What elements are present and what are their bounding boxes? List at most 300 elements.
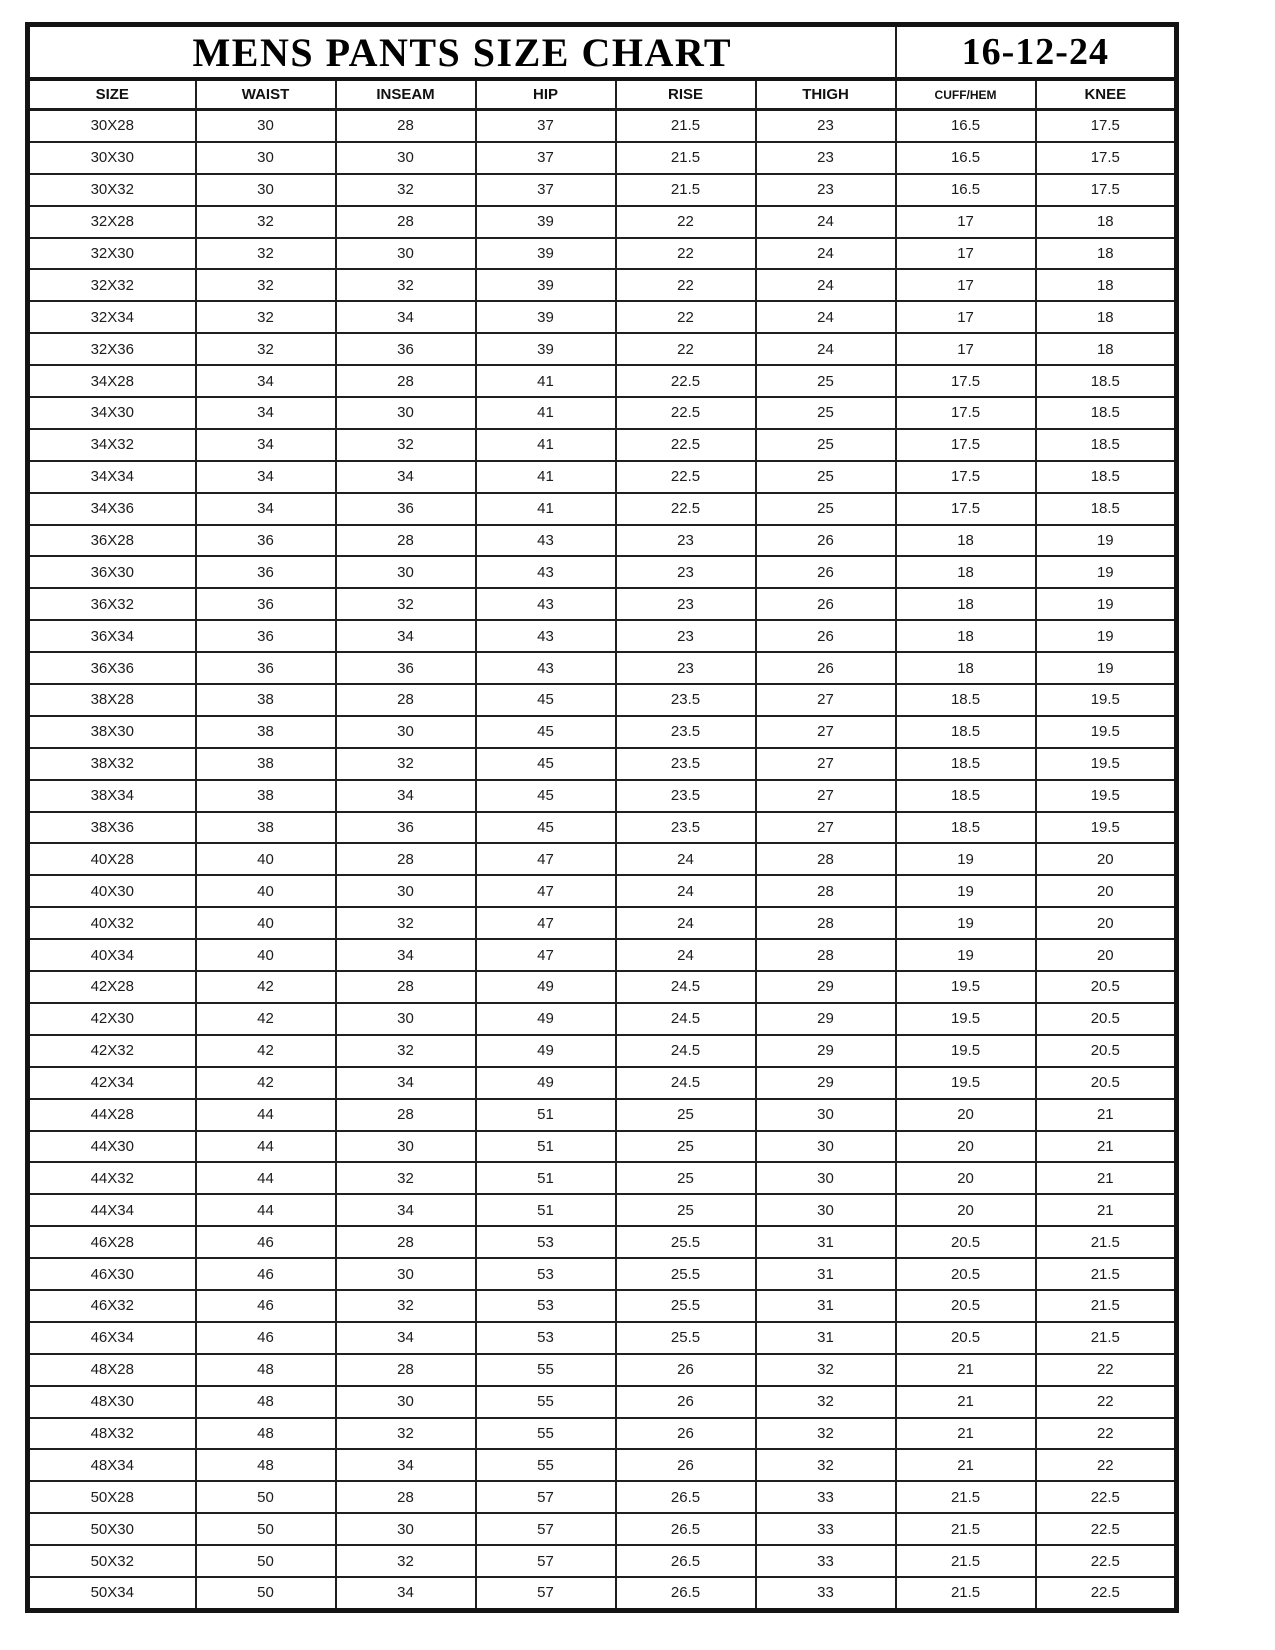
cell-hip: 39 <box>476 238 616 270</box>
cell-knee: 22.5 <box>1036 1481 1177 1513</box>
cell-size: 38X36 <box>28 812 196 844</box>
cell-inseam: 30 <box>336 1386 476 1418</box>
cell-cuff-hem: 17.5 <box>896 397 1036 429</box>
cell-hip: 49 <box>476 1003 616 1035</box>
cell-waist: 44 <box>196 1131 336 1163</box>
cell-inseam: 28 <box>336 365 476 397</box>
cell-inseam: 32 <box>336 1545 476 1577</box>
cell-waist: 32 <box>196 206 336 238</box>
cell-thigh: 30 <box>756 1099 896 1131</box>
table-row <box>28 971 1177 1003</box>
cell-waist: 40 <box>196 907 336 939</box>
cell-inseam: 36 <box>336 812 476 844</box>
cell-rise: 26.5 <box>616 1513 756 1545</box>
cell-hip: 37 <box>476 174 616 206</box>
cell-rise: 25.5 <box>616 1290 756 1322</box>
cell-cuff-hem: 19.5 <box>896 1067 1036 1099</box>
cell-hip: 53 <box>476 1290 616 1322</box>
table-row <box>28 652 1177 684</box>
cell-waist: 34 <box>196 429 336 461</box>
cell-knee: 21.5 <box>1036 1322 1177 1354</box>
cell-rise: 25.5 <box>616 1258 756 1290</box>
cell-knee: 20 <box>1036 875 1177 907</box>
cell-cuff-hem: 18 <box>896 588 1036 620</box>
cell-rise: 23.5 <box>616 716 756 748</box>
cell-knee: 17.5 <box>1036 110 1177 142</box>
cell-cuff-hem: 18 <box>896 525 1036 557</box>
cell-knee: 18 <box>1036 301 1177 333</box>
cell-knee: 21.5 <box>1036 1258 1177 1290</box>
cell-waist: 48 <box>196 1386 336 1418</box>
cell-thigh: 26 <box>756 556 896 588</box>
cell-thigh: 32 <box>756 1386 896 1418</box>
table-row <box>28 206 1177 238</box>
cell-waist: 36 <box>196 620 336 652</box>
table-row <box>28 301 1177 333</box>
cell-knee: 22 <box>1036 1386 1177 1418</box>
cell-hip: 39 <box>476 269 616 301</box>
cell-size: 46X32 <box>28 1290 196 1322</box>
cell-thigh: 33 <box>756 1577 896 1610</box>
cell-size: 48X30 <box>28 1386 196 1418</box>
cell-cuff-hem: 21 <box>896 1354 1036 1386</box>
cell-thigh: 23 <box>756 110 896 142</box>
cell-rise: 22 <box>616 301 756 333</box>
cell-hip: 55 <box>476 1449 616 1481</box>
cell-size: 42X30 <box>28 1003 196 1035</box>
cell-hip: 37 <box>476 110 616 142</box>
cell-inseam: 34 <box>336 780 476 812</box>
cell-rise: 23 <box>616 525 756 557</box>
cell-inseam: 28 <box>336 206 476 238</box>
column-header-inseam: INSEAM <box>336 79 476 110</box>
cell-hip: 41 <box>476 365 616 397</box>
table-row <box>28 780 1177 812</box>
cell-thigh: 24 <box>756 238 896 270</box>
cell-waist: 50 <box>196 1545 336 1577</box>
cell-knee: 18.5 <box>1036 365 1177 397</box>
cell-hip: 47 <box>476 875 616 907</box>
cell-waist: 48 <box>196 1354 336 1386</box>
cell-size: 30X32 <box>28 174 196 206</box>
cell-thigh: 33 <box>756 1481 896 1513</box>
cell-rise: 25.5 <box>616 1322 756 1354</box>
cell-thigh: 24 <box>756 206 896 238</box>
cell-hip: 55 <box>476 1386 616 1418</box>
cell-inseam: 30 <box>336 397 476 429</box>
cell-cuff-hem: 16.5 <box>896 110 1036 142</box>
cell-rise: 23 <box>616 652 756 684</box>
cell-rise: 26 <box>616 1386 756 1418</box>
cell-inseam: 30 <box>336 1513 476 1545</box>
cell-waist: 42 <box>196 1035 336 1067</box>
cell-hip: 47 <box>476 907 616 939</box>
cell-knee: 21 <box>1036 1194 1177 1226</box>
cell-inseam: 30 <box>336 1131 476 1163</box>
cell-inseam: 30 <box>336 716 476 748</box>
cell-inseam: 32 <box>336 748 476 780</box>
cell-waist: 50 <box>196 1481 336 1513</box>
cell-inseam: 34 <box>336 301 476 333</box>
cell-knee: 22 <box>1036 1354 1177 1386</box>
cell-cuff-hem: 20 <box>896 1131 1036 1163</box>
cell-cuff-hem: 21.5 <box>896 1545 1036 1577</box>
cell-inseam: 32 <box>336 269 476 301</box>
cell-thigh: 30 <box>756 1194 896 1226</box>
cell-thigh: 23 <box>756 174 896 206</box>
cell-size: 36X30 <box>28 556 196 588</box>
cell-knee: 18.5 <box>1036 397 1177 429</box>
cell-size: 44X30 <box>28 1131 196 1163</box>
cell-cuff-hem: 21.5 <box>896 1577 1036 1610</box>
cell-waist: 44 <box>196 1194 336 1226</box>
cell-rise: 25 <box>616 1162 756 1194</box>
cell-hip: 41 <box>476 493 616 525</box>
cell-knee: 19.5 <box>1036 716 1177 748</box>
cell-size: 42X28 <box>28 971 196 1003</box>
cell-cuff-hem: 21.5 <box>896 1481 1036 1513</box>
cell-knee: 20.5 <box>1036 971 1177 1003</box>
cell-inseam: 34 <box>336 939 476 971</box>
cell-rise: 23 <box>616 620 756 652</box>
cell-thigh: 28 <box>756 907 896 939</box>
cell-knee: 19 <box>1036 556 1177 588</box>
table-row <box>28 269 1177 301</box>
cell-thigh: 27 <box>756 716 896 748</box>
table-row <box>28 1481 1177 1513</box>
cell-size: 38X28 <box>28 684 196 716</box>
cell-inseam: 34 <box>336 1067 476 1099</box>
table-row <box>28 238 1177 270</box>
cell-cuff-hem: 19.5 <box>896 1035 1036 1067</box>
cell-inseam: 30 <box>336 238 476 270</box>
cell-waist: 48 <box>196 1449 336 1481</box>
cell-thigh: 25 <box>756 429 896 461</box>
cell-cuff-hem: 17 <box>896 238 1036 270</box>
cell-waist: 40 <box>196 875 336 907</box>
cell-knee: 18 <box>1036 238 1177 270</box>
cell-size: 34X34 <box>28 461 196 493</box>
cell-waist: 34 <box>196 397 336 429</box>
cell-size: 44X32 <box>28 1162 196 1194</box>
table-row <box>28 1067 1177 1099</box>
cell-size: 48X28 <box>28 1354 196 1386</box>
cell-size: 50X34 <box>28 1577 196 1610</box>
cell-size: 46X28 <box>28 1226 196 1258</box>
cell-cuff-hem: 21 <box>896 1449 1036 1481</box>
cell-hip: 41 <box>476 397 616 429</box>
cell-hip: 51 <box>476 1131 616 1163</box>
cell-size: 38X32 <box>28 748 196 780</box>
cell-thigh: 25 <box>756 397 896 429</box>
cell-knee: 22 <box>1036 1418 1177 1450</box>
cell-rise: 25.5 <box>616 1226 756 1258</box>
cell-rise: 24 <box>616 843 756 875</box>
table-row <box>28 620 1177 652</box>
cell-cuff-hem: 19 <box>896 843 1036 875</box>
cell-thigh: 24 <box>756 301 896 333</box>
table-row <box>28 365 1177 397</box>
cell-rise: 25 <box>616 1194 756 1226</box>
table-row <box>28 174 1177 206</box>
cell-knee: 22 <box>1036 1449 1177 1481</box>
cell-rise: 26 <box>616 1449 756 1481</box>
cell-inseam: 30 <box>336 1003 476 1035</box>
cell-knee: 17.5 <box>1036 142 1177 174</box>
cell-waist: 30 <box>196 174 336 206</box>
cell-inseam: 34 <box>336 1322 476 1354</box>
cell-rise: 26 <box>616 1418 756 1450</box>
cell-thigh: 28 <box>756 939 896 971</box>
cell-rise: 22 <box>616 238 756 270</box>
page-title: MENS PANTS SIZE CHART <box>28 25 896 80</box>
cell-cuff-hem: 18.5 <box>896 748 1036 780</box>
cell-size: 30X30 <box>28 142 196 174</box>
cell-thigh: 24 <box>756 269 896 301</box>
cell-hip: 45 <box>476 748 616 780</box>
cell-size: 42X34 <box>28 1067 196 1099</box>
cell-waist: 46 <box>196 1290 336 1322</box>
cell-cuff-hem: 16.5 <box>896 174 1036 206</box>
cell-hip: 53 <box>476 1258 616 1290</box>
cell-hip: 43 <box>476 556 616 588</box>
cell-hip: 49 <box>476 971 616 1003</box>
table-row <box>28 493 1177 525</box>
table-row <box>28 1258 1177 1290</box>
cell-inseam: 32 <box>336 429 476 461</box>
cell-knee: 21 <box>1036 1131 1177 1163</box>
cell-size: 32X34 <box>28 301 196 333</box>
cell-cuff-hem: 21.5 <box>896 1513 1036 1545</box>
table-row <box>28 556 1177 588</box>
cell-cuff-hem: 18.5 <box>896 684 1036 716</box>
cell-waist: 32 <box>196 269 336 301</box>
cell-thigh: 27 <box>756 684 896 716</box>
cell-size: 38X34 <box>28 780 196 812</box>
cell-waist: 30 <box>196 110 336 142</box>
size-chart-table <box>25 22 1179 1613</box>
cell-thigh: 25 <box>756 461 896 493</box>
column-header-waist: WAIST <box>196 79 336 110</box>
cell-hip: 57 <box>476 1577 616 1610</box>
table-row <box>28 397 1177 429</box>
cell-knee: 22.5 <box>1036 1545 1177 1577</box>
cell-rise: 21.5 <box>616 110 756 142</box>
cell-hip: 55 <box>476 1418 616 1450</box>
cell-thigh: 28 <box>756 875 896 907</box>
cell-cuff-hem: 19 <box>896 907 1036 939</box>
cell-waist: 32 <box>196 301 336 333</box>
cell-hip: 49 <box>476 1035 616 1067</box>
table-row <box>28 1003 1177 1035</box>
cell-knee: 18 <box>1036 269 1177 301</box>
cell-waist: 32 <box>196 333 336 365</box>
cell-hip: 41 <box>476 461 616 493</box>
cell-waist: 46 <box>196 1258 336 1290</box>
table-row <box>28 875 1177 907</box>
table-row <box>28 1386 1177 1418</box>
cell-rise: 24.5 <box>616 1003 756 1035</box>
cell-inseam: 32 <box>336 907 476 939</box>
cell-inseam: 28 <box>336 1354 476 1386</box>
table-row <box>28 1354 1177 1386</box>
cell-knee: 19 <box>1036 652 1177 684</box>
cell-cuff-hem: 21 <box>896 1386 1036 1418</box>
cell-thigh: 26 <box>756 525 896 557</box>
cell-hip: 57 <box>476 1513 616 1545</box>
column-header-thigh: THIGH <box>756 79 896 110</box>
cell-inseam: 32 <box>336 588 476 620</box>
table-row <box>28 748 1177 780</box>
cell-cuff-hem: 17 <box>896 206 1036 238</box>
cell-cuff-hem: 20 <box>896 1194 1036 1226</box>
cell-hip: 45 <box>476 812 616 844</box>
cell-inseam: 34 <box>336 620 476 652</box>
table-row <box>28 1545 1177 1577</box>
cell-waist: 46 <box>196 1226 336 1258</box>
cell-cuff-hem: 20.5 <box>896 1226 1036 1258</box>
cell-hip: 41 <box>476 429 616 461</box>
table-row <box>28 716 1177 748</box>
table-row <box>28 939 1177 971</box>
cell-cuff-hem: 18.5 <box>896 716 1036 748</box>
cell-thigh: 26 <box>756 588 896 620</box>
table-row <box>28 907 1177 939</box>
cell-cuff-hem: 17.5 <box>896 365 1036 397</box>
table-row <box>28 142 1177 174</box>
table-row <box>28 1449 1177 1481</box>
cell-size: 34X28 <box>28 365 196 397</box>
cell-hip: 51 <box>476 1194 616 1226</box>
cell-inseam: 28 <box>336 1481 476 1513</box>
cell-cuff-hem: 18.5 <box>896 812 1036 844</box>
cell-inseam: 34 <box>336 1449 476 1481</box>
cell-thigh: 28 <box>756 843 896 875</box>
cell-size: 40X28 <box>28 843 196 875</box>
cell-knee: 19 <box>1036 588 1177 620</box>
cell-inseam: 36 <box>336 493 476 525</box>
cell-knee: 18 <box>1036 333 1177 365</box>
cell-inseam: 36 <box>336 652 476 684</box>
title-row <box>28 25 1177 80</box>
cell-inseam: 32 <box>336 1162 476 1194</box>
table-row <box>28 588 1177 620</box>
cell-inseam: 28 <box>336 110 476 142</box>
cell-thigh: 31 <box>756 1226 896 1258</box>
cell-knee: 19 <box>1036 525 1177 557</box>
cell-knee: 19 <box>1036 620 1177 652</box>
cell-size: 32X32 <box>28 269 196 301</box>
cell-size: 34X30 <box>28 397 196 429</box>
cell-knee: 22.5 <box>1036 1513 1177 1545</box>
cell-thigh: 29 <box>756 1067 896 1099</box>
cell-waist: 42 <box>196 971 336 1003</box>
cell-waist: 34 <box>196 365 336 397</box>
cell-hip: 51 <box>476 1162 616 1194</box>
cell-thigh: 29 <box>756 971 896 1003</box>
cell-knee: 19.5 <box>1036 684 1177 716</box>
cell-cuff-hem: 19 <box>896 875 1036 907</box>
cell-waist: 44 <box>196 1162 336 1194</box>
cell-waist: 36 <box>196 525 336 557</box>
table-row <box>28 1577 1177 1610</box>
cell-rise: 23.5 <box>616 812 756 844</box>
cell-rise: 23.5 <box>616 684 756 716</box>
cell-cuff-hem: 17 <box>896 333 1036 365</box>
table-row <box>28 110 1177 142</box>
cell-thigh: 23 <box>756 142 896 174</box>
date-label: 16-12-24 <box>896 25 1177 80</box>
table-row <box>28 1226 1177 1258</box>
cell-thigh: 27 <box>756 780 896 812</box>
cell-size: 50X32 <box>28 1545 196 1577</box>
cell-knee: 20.5 <box>1036 1003 1177 1035</box>
cell-hip: 39 <box>476 333 616 365</box>
table-row <box>28 1290 1177 1322</box>
cell-size: 50X30 <box>28 1513 196 1545</box>
cell-knee: 19.5 <box>1036 748 1177 780</box>
cell-knee: 19.5 <box>1036 780 1177 812</box>
cell-thigh: 27 <box>756 812 896 844</box>
cell-rise: 22.5 <box>616 397 756 429</box>
cell-cuff-hem: 17.5 <box>896 461 1036 493</box>
cell-inseam: 28 <box>336 525 476 557</box>
cell-size: 32X30 <box>28 238 196 270</box>
cell-thigh: 29 <box>756 1003 896 1035</box>
cell-inseam: 32 <box>336 1035 476 1067</box>
cell-size: 40X34 <box>28 939 196 971</box>
cell-rise: 24 <box>616 939 756 971</box>
cell-thigh: 32 <box>756 1449 896 1481</box>
cell-size: 48X32 <box>28 1418 196 1450</box>
cell-thigh: 25 <box>756 493 896 525</box>
cell-waist: 32 <box>196 238 336 270</box>
cell-size: 36X28 <box>28 525 196 557</box>
cell-thigh: 32 <box>756 1354 896 1386</box>
column-header-rise: RISE <box>616 79 756 110</box>
cell-waist: 50 <box>196 1513 336 1545</box>
cell-cuff-hem: 18 <box>896 556 1036 588</box>
cell-knee: 20 <box>1036 907 1177 939</box>
cell-rise: 22.5 <box>616 493 756 525</box>
cell-waist: 38 <box>196 684 336 716</box>
table-row <box>28 684 1177 716</box>
cell-knee: 18.5 <box>1036 461 1177 493</box>
cell-cuff-hem: 17.5 <box>896 429 1036 461</box>
cell-inseam: 32 <box>336 174 476 206</box>
cell-rise: 26.5 <box>616 1545 756 1577</box>
cell-waist: 42 <box>196 1067 336 1099</box>
cell-knee: 20.5 <box>1036 1067 1177 1099</box>
cell-inseam: 30 <box>336 556 476 588</box>
cell-hip: 57 <box>476 1481 616 1513</box>
cell-cuff-hem: 17 <box>896 269 1036 301</box>
cell-waist: 46 <box>196 1322 336 1354</box>
cell-inseam: 30 <box>336 1258 476 1290</box>
cell-waist: 36 <box>196 652 336 684</box>
cell-rise: 21.5 <box>616 174 756 206</box>
cell-thigh: 25 <box>756 365 896 397</box>
table-row <box>28 1322 1177 1354</box>
cell-knee: 17.5 <box>1036 174 1177 206</box>
cell-hip: 47 <box>476 939 616 971</box>
cell-hip: 39 <box>476 301 616 333</box>
cell-thigh: 30 <box>756 1131 896 1163</box>
cell-cuff-hem: 20 <box>896 1162 1036 1194</box>
cell-hip: 39 <box>476 206 616 238</box>
cell-size: 34X36 <box>28 493 196 525</box>
cell-rise: 21.5 <box>616 142 756 174</box>
